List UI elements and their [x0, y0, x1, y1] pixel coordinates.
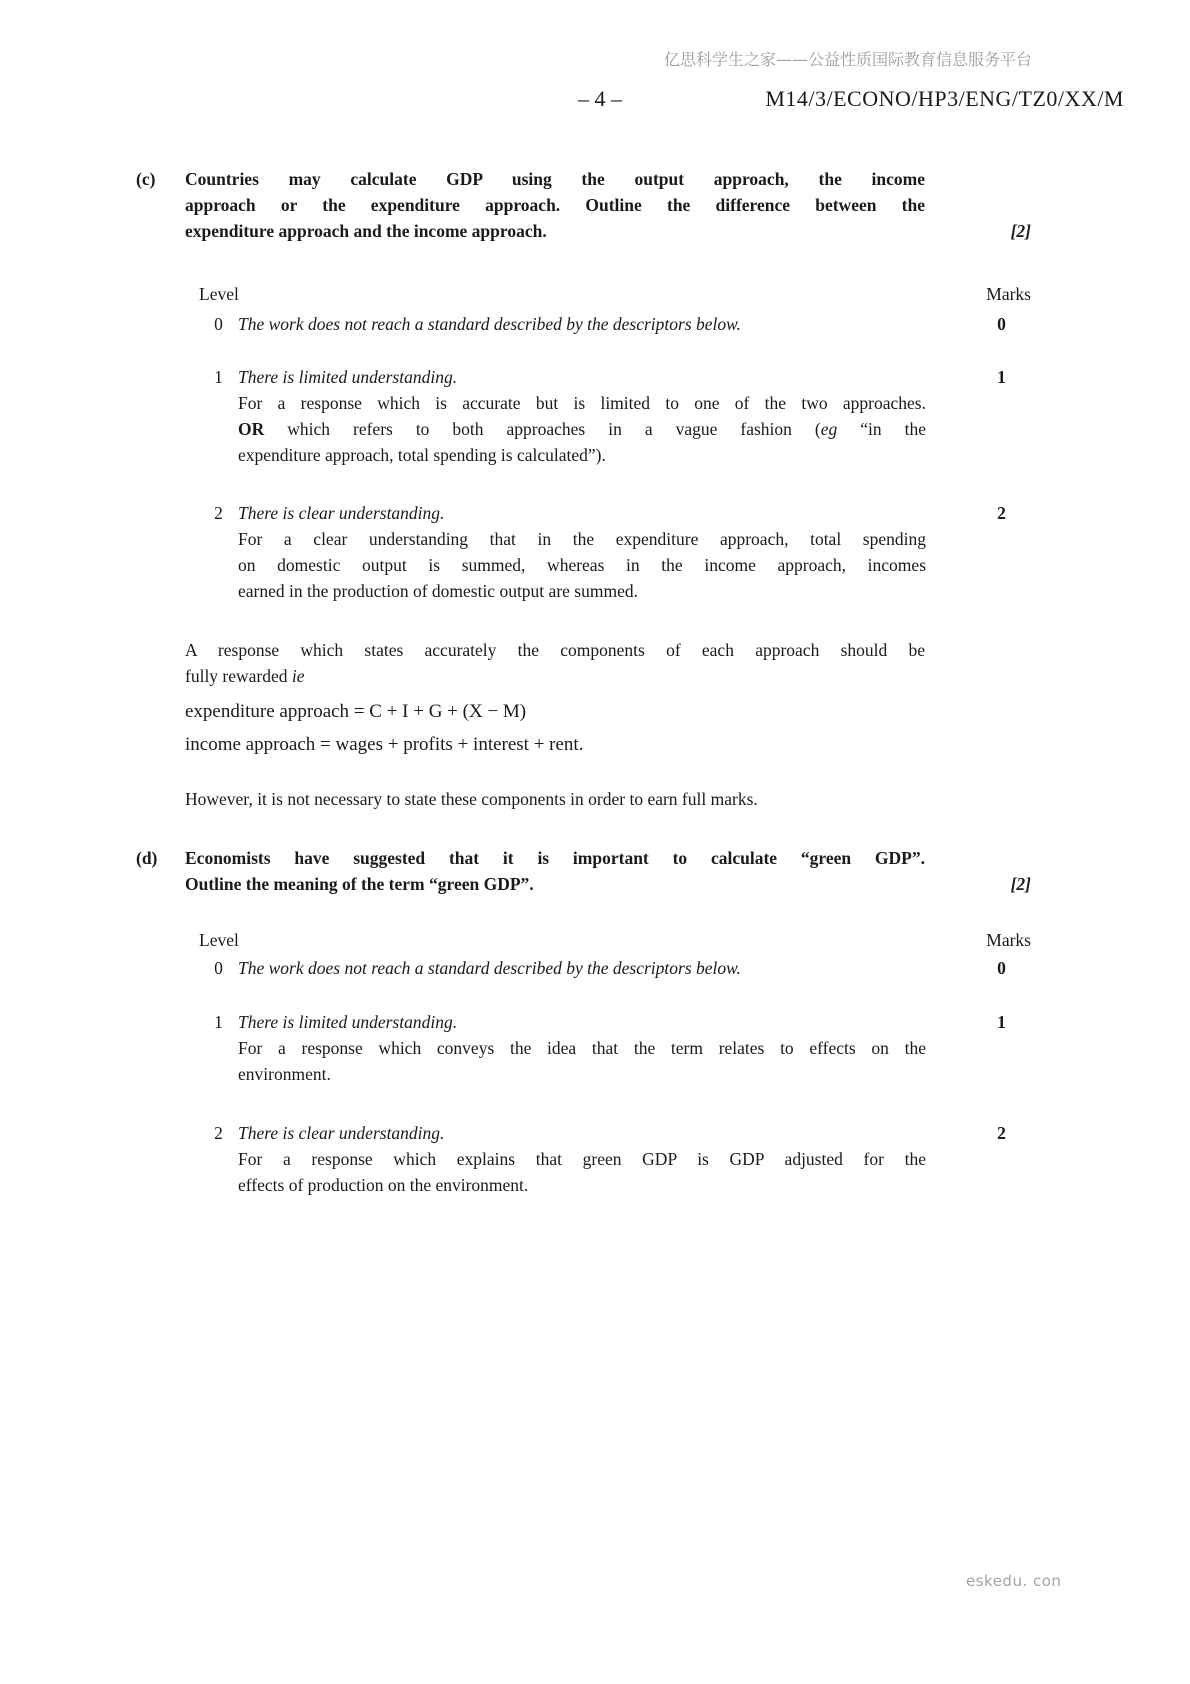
question-d-label: (d): [136, 848, 158, 868]
question-d-text: [185, 845, 925, 897]
descriptor-cell: The work does not reach a standard described by the descriptors below.: [238, 314, 741, 334]
question-d: [136, 845, 1031, 897]
note-line: A response which states accurately the components of each approach should be: [185, 640, 925, 660]
descriptor-cell: [238, 1120, 926, 1198]
descriptor-line: For a response which is accurate but is limited to one of the two approaches.: [238, 393, 926, 413]
descriptor-line: earned in the production of domestic output are summed.: [238, 581, 638, 601]
level-cell: 1: [214, 1012, 223, 1032]
question-c-line: Countries may calculate GDP using the output approach, the income: [185, 169, 925, 189]
rubric-row-level-1: [199, 364, 1031, 468]
income-formula: income approach = wages + profits + interest + rent.: [185, 734, 584, 755]
rubric-table-c: [199, 281, 1031, 604]
descriptor-title: There is limited understanding.: [238, 367, 458, 387]
formula-math: = C + I + G + (X − M): [353, 701, 527, 722]
rubric-row-level-0: [199, 311, 1031, 337]
level-cell: 2: [214, 1123, 223, 1143]
descriptor-line: For a response which conveys the idea that the term relates to effects on the: [238, 1038, 926, 1058]
level-cell: 2: [214, 503, 223, 523]
descriptor-cell: [238, 364, 926, 468]
level-cell: 1: [214, 367, 223, 387]
descriptor-line: effects of production on the environment.: [238, 1175, 529, 1195]
descriptor-line: For a response which explains that green GDP is GDP adjusted for the: [238, 1149, 926, 1169]
marks-cell: 0: [997, 314, 1006, 334]
note-line: [185, 663, 925, 689]
rubric-table-d: [199, 927, 1031, 1198]
rubric-row-level-2: [199, 1120, 1031, 1198]
rubric-row-level-2: [199, 500, 1031, 604]
descriptor-line: [238, 416, 926, 442]
marks-header: Marks: [986, 284, 1031, 304]
descriptor-line: on domestic output is summed, whereas in the income approach, incomes: [238, 555, 926, 575]
ie-emphasis: ie: [291, 666, 305, 686]
descriptor-title: There is clear understanding.: [238, 1123, 445, 1143]
question-d-line: Outline the meaning of the term “green GDP”.: [185, 874, 534, 894]
note-paragraph: However, it is not necessary to state these components in order to earn full marks.: [185, 789, 758, 809]
note-text-run: fully rewarded: [185, 666, 292, 686]
marks-cell: 1: [997, 1012, 1006, 1032]
descriptor-title: There is limited understanding.: [238, 1012, 458, 1032]
level-cell: 0: [214, 314, 223, 334]
expenditure-formula: [185, 697, 925, 727]
question-c-line: approach or the expenditure approach. Outline the difference between the: [185, 195, 925, 215]
eg-emphasis: eg: [820, 419, 838, 439]
descriptor-line: environment.: [238, 1064, 331, 1084]
descriptor-line: expenditure approach, total spending is calculated”).: [238, 445, 606, 465]
descriptor-cell: [238, 1009, 926, 1087]
question-d-marks-badge: [2]: [1010, 874, 1031, 894]
marks-cell: 2: [997, 1123, 1006, 1143]
descriptor-text-run: which refers to both approaches in a vague fashion (: [264, 419, 821, 439]
question-d-line: Economists have suggested that it is important to calculate “green GDP”.: [185, 848, 925, 868]
marks-cell: 2: [997, 503, 1006, 523]
question-c-line: expenditure approach and the income approach.: [185, 221, 547, 241]
question-c: [136, 166, 1031, 244]
question-c-marks-badge: [2]: [1010, 221, 1031, 241]
note-paragraph: [185, 637, 925, 689]
rubric-row-level-0: [199, 955, 1031, 981]
level-cell: 0: [214, 958, 223, 978]
descriptor-cell: The work does not reach a standard described by the descriptors below.: [238, 958, 741, 978]
marks-header: Marks: [986, 930, 1031, 950]
question-c-text: [185, 166, 925, 244]
question-c-label: (c): [136, 169, 156, 189]
rubric-c-header: [199, 281, 1031, 307]
descriptor-title: There is clear understanding.: [238, 503, 445, 523]
level-header: Level: [199, 284, 239, 304]
rubric-d-header: [199, 927, 1031, 953]
formula-prefix: expenditure approach: [185, 701, 354, 722]
or-emphasis: OR: [238, 419, 265, 439]
descriptor-line: For a clear understanding that in the expenditure approach, total spending: [238, 529, 926, 549]
marks-cell: 0: [997, 958, 1006, 978]
page-number: – 4 –: [578, 86, 622, 111]
watermark-top: 亿思科学生之家——公益性质国际教育信息服务平台: [664, 50, 1033, 69]
level-header: Level: [199, 930, 239, 950]
watermark-bottom: eskedu. con: [966, 1572, 1062, 1590]
examiner-notes-c: [185, 637, 925, 812]
marks-cell: 1: [997, 367, 1006, 387]
rubric-row-level-1: [199, 1009, 1031, 1087]
descriptor-cell: [238, 500, 926, 604]
paper-code: M14/3/ECONO/HP3/ENG/TZ0/XX/M: [765, 86, 1124, 111]
descriptor-text-run: “in the: [837, 419, 926, 439]
